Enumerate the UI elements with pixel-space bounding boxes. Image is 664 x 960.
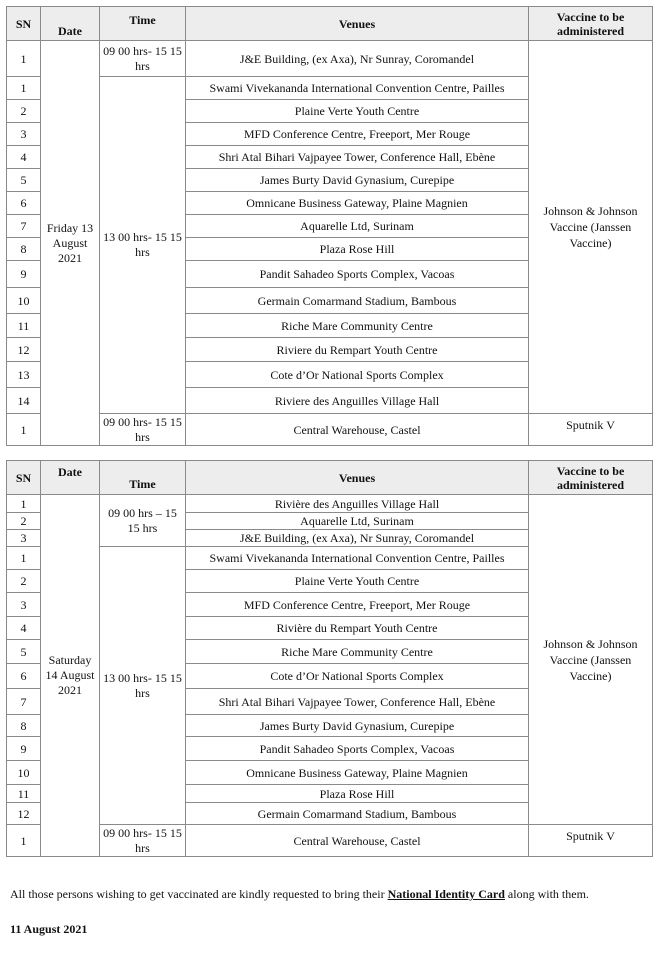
venue-cell: Pandit Sahadeo Sports Complex, Vacoas (186, 737, 529, 761)
venue-cell: Rivière du Rempart Youth Centre (186, 617, 529, 640)
venue-cell: Riche Mare Community Centre (186, 314, 529, 338)
venue-cell: Plaine Verte Youth Centre (186, 100, 529, 123)
sn-cell: 10 (7, 288, 41, 314)
venue-cell: Omnicane Business Gateway, Plaine Magnien (186, 761, 529, 785)
venue-cell: Germain Comarmand Stadium, Bambous (186, 288, 529, 314)
header-sn: SN (7, 7, 41, 41)
time-cell: 09 00 hrs – 15 15 hrs (100, 495, 186, 547)
venue-cell: Shri Atal Bihari Vajpayee Tower, Conference Hall, Ebène (186, 146, 529, 169)
vaccine-cell: Sputnik V (529, 414, 653, 446)
venue-cell: Riviere des Anguilles Village Hall (186, 388, 529, 414)
sn-cell: 12 (7, 803, 41, 825)
header-time: Time (100, 7, 186, 41)
header-date: Date (41, 461, 100, 495)
sn-cell: 9 (7, 737, 41, 761)
time-cell: 13 00 hrs- 15 15 hrs (100, 77, 186, 414)
sn-cell: 3 (7, 530, 41, 547)
header-vaccine: Vaccine to be administered (529, 7, 653, 41)
venue-cell: Aquarelle Ltd, Surinam (186, 513, 529, 530)
sn-cell: 1 (7, 414, 41, 446)
table-row (7, 825, 653, 857)
vaccine-cell: Sputnik V (529, 825, 653, 857)
table-row (7, 41, 653, 77)
sn-cell: 3 (7, 593, 41, 617)
sn-cell: 6 (7, 192, 41, 215)
sn-cell: 1 (7, 547, 41, 570)
sn-cell: 4 (7, 617, 41, 640)
sn-cell: 5 (7, 640, 41, 664)
vaccine-cell: Johnson & Johnson Vaccine (Janssen Vaccine) (529, 495, 653, 825)
sn-cell: 11 (7, 314, 41, 338)
venue-cell: Omnicane Business Gateway, Plaine Magnien (186, 192, 529, 215)
time-cell: 09 00 hrs- 15 15 hrs (100, 825, 186, 857)
sn-cell: 8 (7, 238, 41, 261)
schedule-body-saturday (7, 495, 653, 857)
sn-cell: 6 (7, 664, 41, 689)
footer-date: 11 August 2021 (10, 922, 88, 936)
venue-cell: Central Warehouse, Castel (186, 825, 529, 857)
venue-cell: MFD Conference Centre, Freeport, Mer Rouge (186, 593, 529, 617)
venue-cell: Riviere du Rempart Youth Centre (186, 338, 529, 362)
header-date: Date (41, 7, 100, 41)
header-vaccine: Vaccine to be administered (529, 461, 653, 495)
header-time: Time (100, 461, 186, 495)
venue-cell: Riche Mare Community Centre (186, 640, 529, 664)
time-cell: 09 00 hrs- 15 15 hrs (100, 41, 186, 77)
venue-cell: Plaine Verte Youth Centre (186, 570, 529, 593)
venue-cell: Pandit Sahadeo Sports Complex, Vacoas (186, 261, 529, 288)
header-venues: Venues (186, 461, 529, 495)
time-cell: 09 00 hrs- 15 15 hrs (100, 414, 186, 446)
schedule-table-friday (6, 6, 653, 446)
venue-cell: Swami Vivekananda International Convention Centre, Pailles (186, 547, 529, 570)
sn-cell: 12 (7, 338, 41, 362)
table-row (7, 414, 653, 446)
venue-cell: Aquarelle Ltd, Surinam (186, 215, 529, 238)
sn-cell: 1 (7, 825, 41, 857)
sn-cell: 4 (7, 146, 41, 169)
venue-cell: Cote d’Or National Sports Complex (186, 362, 529, 388)
venue-cell: MFD Conference Centre, Freeport, Mer Rouge (186, 123, 529, 146)
sn-cell: 9 (7, 261, 41, 288)
sn-cell: 11 (7, 785, 41, 803)
venue-cell: Shri Atal Bihari Vajpayee Tower, Conference Hall, Ebène (186, 689, 529, 715)
sn-cell: 2 (7, 100, 41, 123)
sn-cell: 1 (7, 41, 41, 77)
venue-cell: Plaza Rose Hill (186, 238, 529, 261)
venue-cell: J&E Building, (ex Axa), Nr Sunray, Coromandel (186, 41, 529, 77)
vaccine-cell: Johnson & Johnson Vaccine (Janssen Vaccine) (529, 41, 653, 414)
venue-cell: Swami Vivekananda International Convention Centre, Pailles (186, 77, 529, 100)
header-venues: Venues (186, 7, 529, 41)
sn-cell: 14 (7, 388, 41, 414)
venue-cell: Cote d’Or National Sports Complex (186, 664, 529, 689)
table-row (7, 495, 653, 513)
schedule-table-saturday (6, 460, 653, 857)
national-id-emphasis: National Identity Card (387, 887, 505, 901)
venue-cell: James Burty David Gynasium, Curepipe (186, 169, 529, 192)
venue-cell: James Burty David Gynasium, Curepipe (186, 715, 529, 737)
sn-cell: 1 (7, 495, 41, 513)
time-cell: 13 00 hrs- 15 15 hrs (100, 547, 186, 825)
sn-cell: 7 (7, 689, 41, 715)
date-cell: Saturday 14 August 2021 (41, 495, 100, 857)
sn-cell: 13 (7, 362, 41, 388)
header-sn: SN (7, 461, 41, 495)
sn-cell: 2 (7, 513, 41, 530)
sn-cell: 7 (7, 215, 41, 238)
sn-cell: 10 (7, 761, 41, 785)
schedule-body-friday (7, 41, 653, 446)
venue-cell: Central Warehouse, Castel (186, 414, 529, 446)
venue-cell: Plaza Rose Hill (186, 785, 529, 803)
date-cell: Friday 13 August 2021 (41, 41, 100, 446)
venue-cell: J&E Building, (ex Axa), Nr Sunray, Coromandel (186, 530, 529, 547)
sn-cell: 2 (7, 570, 41, 593)
venue-cell: Rivière des Anguilles Village Hall (186, 495, 529, 513)
venue-cell: Germain Comarmand Stadium, Bambous (186, 803, 529, 825)
footer-note: All those persons wishing to get vaccinated are kindly requested to bring their National Identity Card along with them. (10, 887, 589, 901)
sn-cell: 3 (7, 123, 41, 146)
sn-cell: 1 (7, 77, 41, 100)
sn-cell: 5 (7, 169, 41, 192)
sn-cell: 8 (7, 715, 41, 737)
